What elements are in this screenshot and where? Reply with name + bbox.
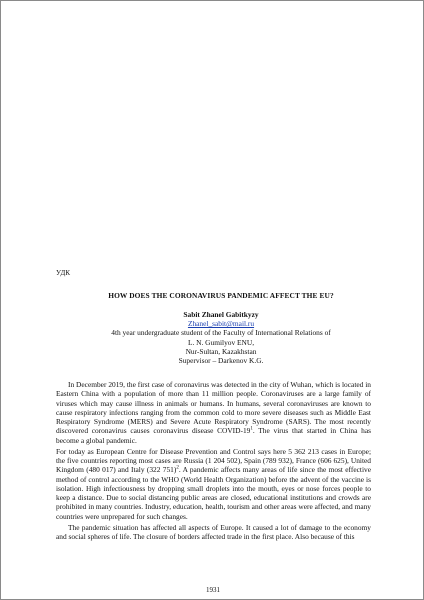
paragraph-2-text: For today as European Centre for Disease Prevention and Control says here 5 362 213 cases in Europe; the five countries reporting most cases are Russia (1 204 502), Spain (789 932), France (606 625), United Kingdom (480 017) and Italy (322 751) [56,446,371,475]
paragraph-2-tail: . A pandemic affects many areas of life since the most effective method of control according to the WHO (World Health Organization) before the advent of the vaccine is isolation. High infectiousness by dropping small droplets into the mouth, eyes or nose forces people to keep a distance. Due to social distancing public areas are closed, educational institutions and crowds are prohibited in many countries. Industry, education, health, tourism and other areas were affected, and many countries were unprepared for such changes. [56,465,371,521]
footnote-marker-2: 2 [176,465,179,471]
page-number: 1931 [206,586,220,594]
paragraph-1 [56,380,371,445]
supervisor-line: Supervisor – Darkenov K.G. [178,356,264,366]
article-body [56,380,371,543]
footnote-marker-1: 1 [250,426,253,432]
udk-label: УДК [56,269,71,277]
author-affiliation-line-1: 4th year undergraduate student of the Faculty of International Relations of [111,328,331,338]
paragraph-3 [56,523,371,542]
author-email-link[interactable]: Zhanel_sabit@mail.ru [187,319,255,329]
paragraph-3-text: The pandemic situation has affected all aspects of Europe. It caused a lot of damage to the economy and social spheres of life. The closure of borders affected trade in the first place. Also because of this [56,522,371,541]
paragraph-1-text: In December 2019, the first case of coronavirus was detected in the city of Wuhan, which is located in Eastern China with a population of more than 11 million people. Coronaviruses are a large family of viruses which may cause illness in animals or humans. In humans, several coronaviruses are known to cause respiratory infections ranging from the common cold to more severe diseases such as Middle East Respiratory Syndrome (MERS) and Severe Acute Respiratory Syndrome (SARS). The most recently discovered coronavirus causes coronavirus disease COVID-19 [56,380,371,436]
article-title: HOW DOES THE CORONAVIRUS PANDEMIC AFFECT THE EU? [108,291,334,300]
paragraph-1-tail: . The virus that started in China has become a global pandemic. [56,426,371,445]
author-name: Sabit Zhanel Gabitkyzy [183,310,259,319]
author-block [61,310,381,365]
author-location: Nur-Sultan, Kazakhstan [185,346,257,356]
paragraph-2 [56,447,371,521]
author-affiliation-line-2: L. N. Gumilyov ENU, [187,337,255,347]
